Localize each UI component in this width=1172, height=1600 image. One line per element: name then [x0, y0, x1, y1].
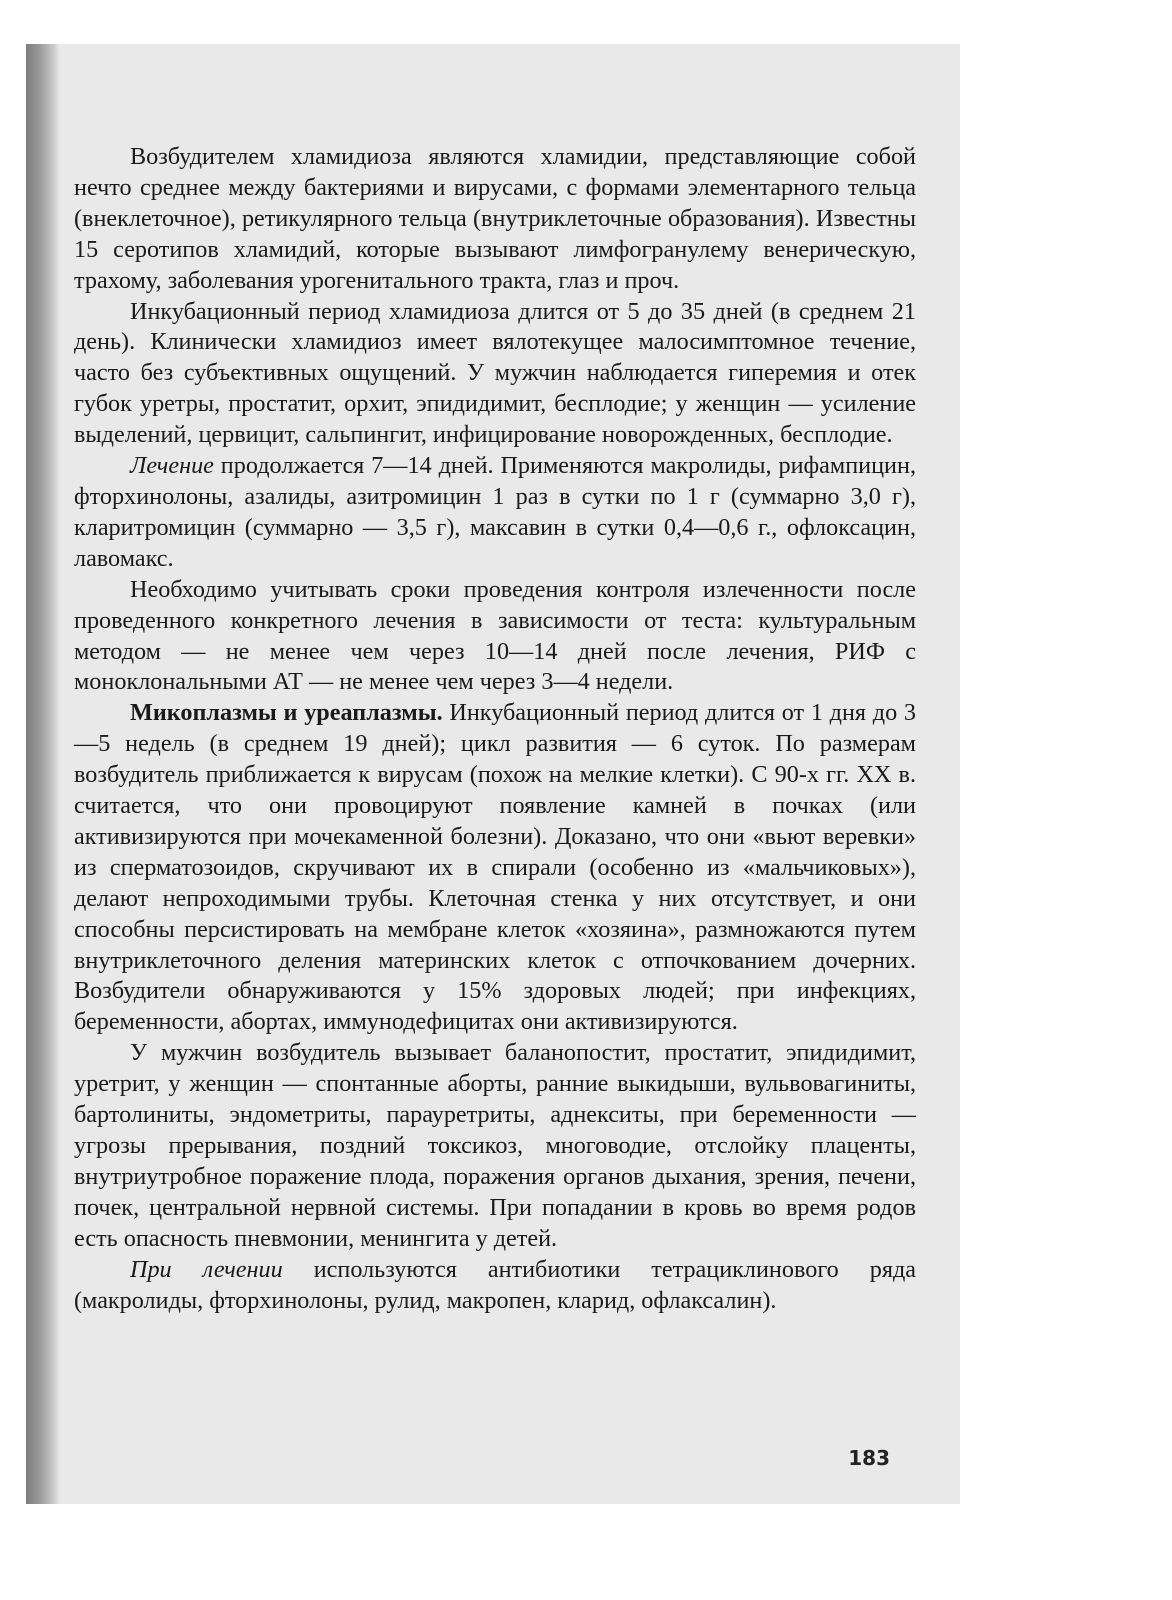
paragraph-treatment: Лечение продолжается 7—14 дней. Применяются макролиды, рифампицин, фторхинолоны, азалиды, азитромицин 1 раз в сутки по 1 г (суммарно 3,0 г), кларитромицин (суммарно — 3,5 г), максавин в сутки 0,4—0,6 г., офлоксацин, лавомакс.	[74, 452, 916, 572]
paragraph-mycoplasma-effects: У мужчин возбудитель вызывает баланопостит, простатит, эпидидимит, уретрит, у женщин — спонтанные аборты, ранние выкидыши, вульвовагиниты, бартолиниты, эндометриты, парауретриты, аднекситы, при беременности — угрозы прерывания, поздний токсикоз, многоводие, отслойку плаценты, внутриутробное поражение плода, поражения органов дыхания, зрения, печени, почек, центральной нервной системы. При попадании в кровь во время родов есть опасность пневмонии, менингита у детей.	[74, 1039, 916, 1252]
italic-lead-term: Лечение	[130, 452, 214, 480]
scanned-page	[26, 44, 960, 1504]
paragraph-incubation-period: Инкубационный период хламидиоза длится от 5 до 35 дней (в среднем 21 день). Клинически хламидиоз имеет вялотекущее малосимптомное течение, часто без субъективных ощущений. У мужчин наблюдается гиперемия и отек губок уретры, простатит, орхит, эпидидимит, бесплодие; у женщин — усиление выделений, цервицит, сальпингит, инфицирование новорожденных, бесплодие.	[74, 297, 916, 449]
paragraph-cure-control: Необходимо учитывать сроки проведения контроля излеченности после проведенного конкретного лечения в зависимости от теста: культуральным методом — не менее чем через 10—14 дней после лечения, РИФ с моноклональными АТ — не менее чем через 3—4 недели.	[74, 575, 916, 696]
book-binding-shadow	[26, 44, 60, 1504]
paragraph-mycoplasma-treatment: При лечении используются антибиотики тетрациклинового ряда (макролиды, фторхинолоны, рулид, макропен, кларид, офлаксалин).	[74, 1255, 916, 1314]
bold-section-heading: Микоплазмы и уреаплазмы.	[130, 699, 443, 727]
page-body-text	[74, 142, 916, 1316]
paragraph-mycoplasma: Микоплазмы и уреаплазмы. Инкубационный период длится от 1 дня до 3—5 недель (в среднем 19 дней); цикл развития — 6 суток. По размерам возбудитель приближается к вирусам (похож на мелкие клетки). С 90-х гг. XX в. считается, что они провоцируют появление камней в почках (или активизируются при мочекаменной болезни). Доказано, что они «вьют веревки» из сперматозоидов, скручивают их в спирали (особенно из «мальчиковых»), делают непроходимыми трубы. Клеточная стенка у них отсутствует, и они способны персистировать на мембране клеток «хозяина», размножаются путем внутриклеточного деления материнских клеток с отпочкованием дочерних. Возбудители обнаруживаются у 15% здоровых людей; при инфекциях, беременности, абортах, иммунодефицитах они активизируются.	[74, 699, 916, 1036]
italic-lead-term: При лечении	[130, 1255, 283, 1283]
page-number: 183	[848, 1446, 890, 1470]
paragraph-chlamydia-pathogen: Возбудителем хламидиоза являются хламидии, представляющие собой нечто среднее между бактериями и вирусами, с формами элементарного тельца (внеклеточное), ретикулярного тельца (внутриклеточные образования). Известны 15 серотипов хламидий, которые вызывают лимфогранулему венерическую, трахому, заболевания урогенитального тракта, глаз и проч.	[74, 143, 916, 294]
